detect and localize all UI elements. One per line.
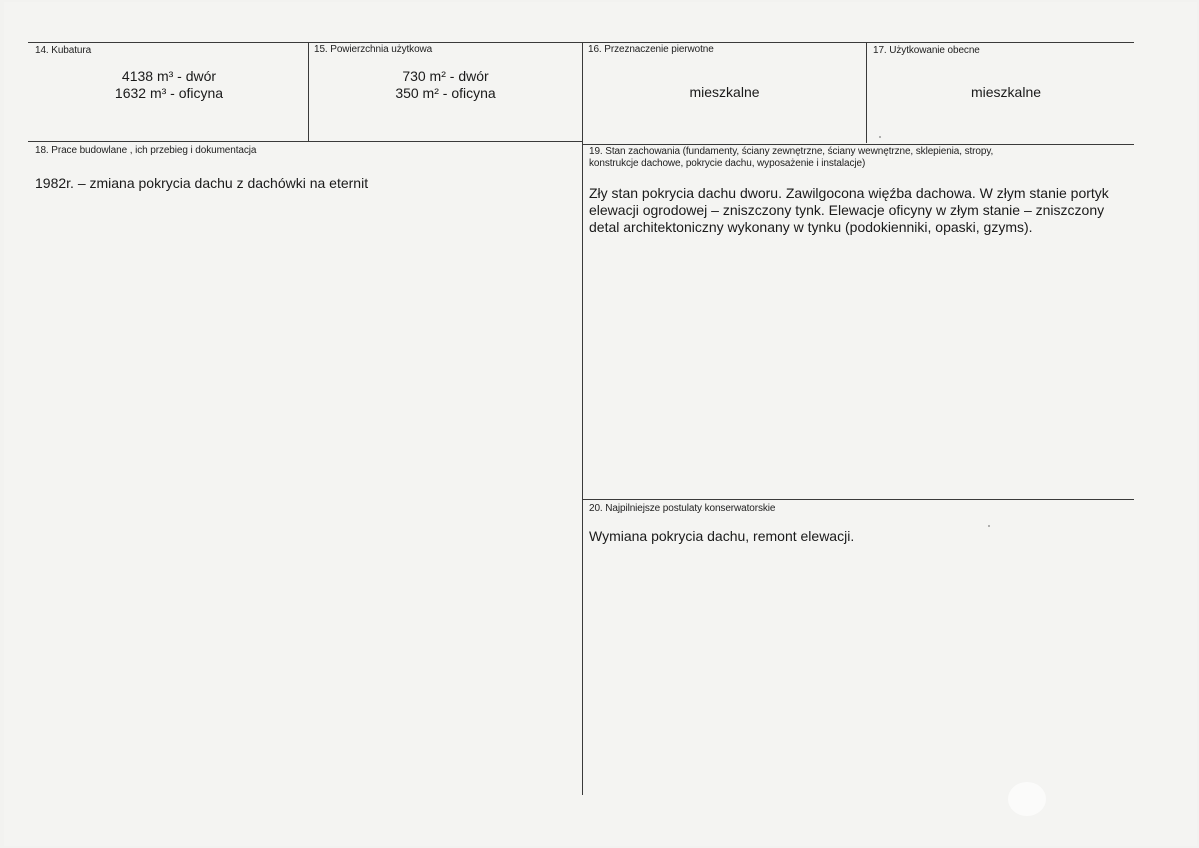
- powierzchnia-oficyna: 350 m² - oficyna: [395, 85, 496, 101]
- kubatura-label: 14. Kubatura: [35, 45, 92, 56]
- powierzchnia-value: [309, 68, 582, 102]
- stan-text: [589, 185, 1109, 236]
- kubatura-oficyna: 1632 m³ - oficyna: [114, 85, 224, 101]
- postulaty-label: 20. Najpilniejsze postulaty konserwatorskie: [589, 503, 776, 514]
- przeznaczenie-label: 16. Przeznaczenie pierwotne: [588, 44, 714, 55]
- prace-label: 18. Prace budowlane , ich przebieg i dokumentacja: [35, 145, 257, 156]
- powierzchnia-dwor: 730 m² - dwór: [402, 68, 489, 84]
- kubatura-dwor: 4138 m³ - dwór: [121, 68, 217, 84]
- postulaty-top-rule: [583, 499, 1134, 500]
- stan-label-line2: konstrukcje dachowe, pokrycie dachu, wyposażenie i instalacje): [589, 158, 866, 169]
- scan-speck: [879, 136, 881, 138]
- stan-label: [589, 146, 993, 170]
- kubatura-value: [30, 68, 308, 102]
- record-card: [4, 2, 1197, 846]
- stan-text-line1: Zły stan pokrycia dachu dworu. Zawilgocona więźba dachowa. W złym stanie portyk: [589, 185, 1109, 201]
- row1-bottom-rule-right: [583, 144, 1134, 145]
- przeznaczenie-value: mieszkalne: [689, 84, 760, 100]
- uzytkowanie-label: 17. Użytkowanie obecne: [873, 45, 980, 56]
- prace-text: 1982r. – zmiana pokrycia dachu z dachówki na eternit: [35, 175, 369, 191]
- divider-col-15-16: [582, 42, 583, 795]
- stan-text-line3: detal architektoniczny wykonany w tynku (podokienniki, opaski, gzyms).: [589, 219, 1033, 235]
- stan-text-line2: elewacji ogrodowej – zniszczony tynk. Elewacje oficyny w złym stanie – zniszczony: [589, 202, 1105, 218]
- stan-label-line1: 19. Stan zachowania (fundamenty, ściany zewnętrzne, ściany wewnętrzne, sklepienia, stropy,: [589, 146, 994, 157]
- uzytkowanie-value: mieszkalne: [970, 84, 1042, 100]
- scan-smudge: [1008, 782, 1046, 816]
- postulaty-text: Wymiana pokrycia dachu, remont elewacji.: [589, 528, 855, 544]
- top-rule: [28, 42, 1134, 43]
- row1-bottom-rule-left: [28, 141, 582, 142]
- scan-speck: [988, 525, 990, 527]
- powierzchnia-label: 15. Powierzchnia użytkowa: [314, 44, 433, 55]
